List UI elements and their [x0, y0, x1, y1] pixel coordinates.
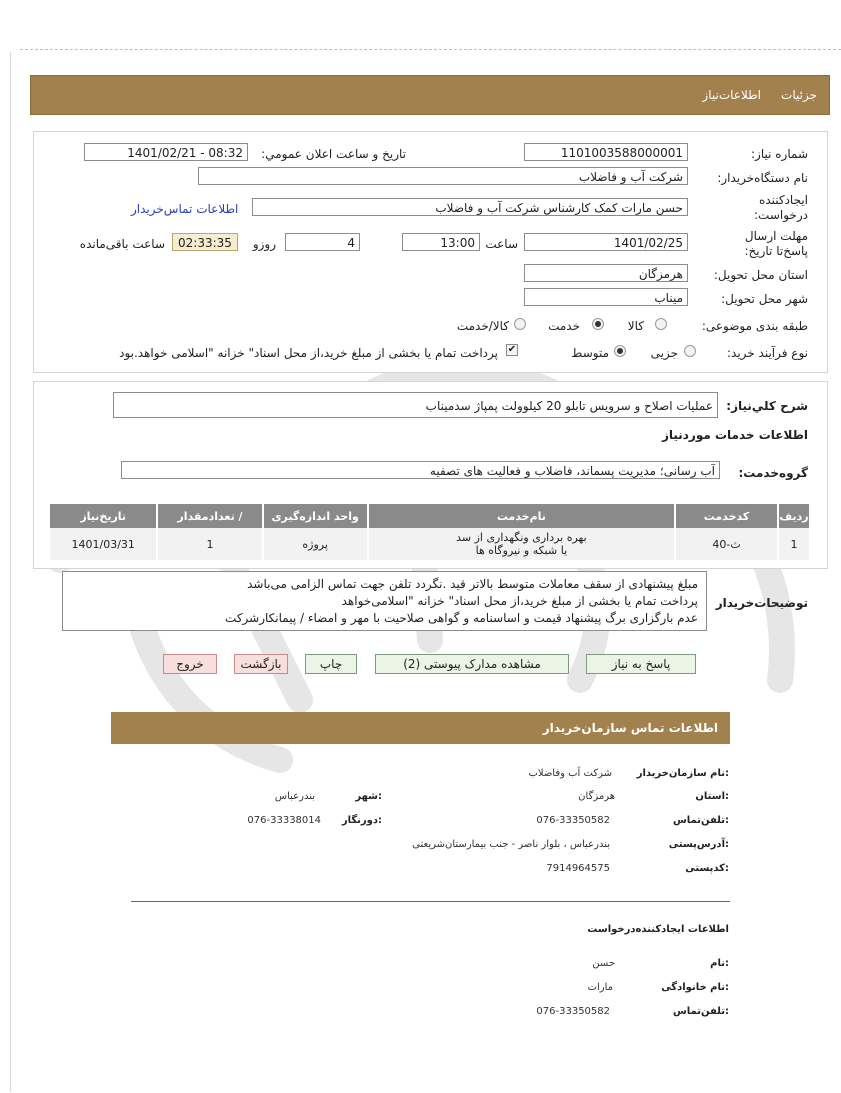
- back-button[interactable]: بازگشت: [234, 654, 288, 674]
- need-title-label: شرح کلي‌نیاز:: [726, 399, 808, 413]
- contact-city-value: بندرعباس: [274, 791, 315, 802]
- remaining-timer: 02:33:35: [172, 233, 238, 251]
- buyer-notes-label: توضیحات‌خریدار: [715, 596, 808, 610]
- reply-button[interactable]: پاسخ به نیاز: [586, 654, 696, 674]
- process-option-minor: جزیی: [650, 346, 678, 360]
- creator-label: ایجادکننده درخواست:: [754, 193, 808, 222]
- top-divider: [20, 49, 841, 50]
- contact-address-value: بندرعباس ، بلوار ناصر - جنب بیمارستان‌شریعتی: [412, 839, 610, 850]
- exit-button[interactable]: خروج: [163, 654, 217, 674]
- page-header-bar: [30, 75, 830, 115]
- need-title-field: عملیات اصلاح و سرویس تابلو 20 کیلوولت پمپاژ سدمیناب: [113, 392, 718, 418]
- process-radio-medium[interactable]: [614, 345, 626, 357]
- cell-date: 1401/03/31: [50, 528, 157, 560]
- org-value: شرکت آب وفاضلاب: [528, 768, 612, 779]
- creator-phone-value: 076-33350582: [536, 1006, 610, 1017]
- tab-need-info[interactable]: اطلاعات‌نیاز: [702, 88, 761, 102]
- days-field: 4: [285, 233, 360, 251]
- category-option-goods: کالا: [627, 319, 644, 333]
- left-border-line: [10, 52, 11, 1092]
- payment-note: پرداخت تمام یا بخشی از مبلغ خرید،از محل اسناد" خزانه "اسلامی خواهد.بود: [119, 346, 498, 360]
- creator-family-value: مارات: [587, 982, 613, 993]
- payment-checkbox[interactable]: ✔: [507, 344, 517, 355]
- cell-name-line2: یا شبکه و نیروگاه ها: [475, 544, 568, 557]
- services-table: [50, 504, 811, 560]
- contact-phone-label: تلفن‌تماس:: [672, 815, 729, 826]
- col-code: کدخدمت: [675, 504, 778, 528]
- province-field: هرمزگان: [524, 264, 688, 282]
- print-button[interactable]: چاپ: [305, 654, 357, 674]
- service-group-field: آب رسانی؛ مدیریت پسماند، فاضلاب و فعالیت های تصفیه: [121, 461, 720, 479]
- contact-postal-value: 7914964575: [546, 863, 610, 874]
- category-radio-goods[interactable]: [655, 318, 667, 330]
- contact-info-bar: [111, 712, 730, 744]
- city-field: میناب: [524, 288, 688, 306]
- time-label: ساعت: [485, 237, 518, 251]
- buyer-notes-box: [62, 571, 707, 631]
- contact-province-label: استان:: [695, 791, 729, 802]
- view-attachments-button[interactable]: مشاهده مدارک پیوستی (2): [375, 654, 569, 674]
- category-radio-both[interactable]: [514, 318, 526, 330]
- contact-postal-label: کدپستی:: [685, 863, 729, 874]
- contact-fax-label: دورنگار:: [341, 815, 382, 826]
- category-radio-service[interactable]: [592, 318, 604, 330]
- col-qty: / تعدادمقدار: [157, 504, 262, 528]
- contact-info-title: اطلاعات تماس سازمان‌خریدار: [542, 721, 718, 735]
- buyer-org-field: شرکت آب و فاضلاب: [198, 167, 688, 185]
- tab-details[interactable]: جزئيات: [781, 88, 817, 102]
- deadline-label: مهلت ارسال پاسخ‌تا تاریخ:: [744, 229, 808, 258]
- cell-name: [368, 528, 675, 560]
- deadline-date-field: 1401/02/25: [524, 233, 688, 251]
- creator-name-value: حسن: [592, 958, 615, 969]
- contact-phone-value: 076-33350582: [536, 815, 610, 826]
- deadline-time-field: 13:00: [402, 233, 480, 251]
- days-label: روزو: [252, 237, 276, 251]
- contact-province-value: هرمزگان: [578, 791, 615, 802]
- remaining-label: ساعت باقی‌مانده: [79, 237, 165, 251]
- announce-date-field: 1401/02/21 - 08:32: [84, 143, 248, 161]
- org-label: نام سازمان‌خریدار:: [636, 768, 729, 779]
- category-label: طبقه بندی موضوعی:: [701, 319, 808, 333]
- contact-fax-value: 076-33338014: [247, 815, 321, 826]
- city-label: شهر محل تحویل:: [721, 292, 808, 306]
- cell-name-line1: بهره برداری ونگهداری از سد: [456, 531, 587, 544]
- creator-family-label: نام خانوادگی:: [661, 982, 729, 993]
- buyer-note-line: پرداخت تمام یا بخشی از مبلغ خرید،از محل اسناد" خزانه "اسلامی‌خواهد: [341, 594, 698, 608]
- cell-unit: پروژه: [263, 528, 368, 560]
- buyer-contact-link[interactable]: اطلاعات تماس‌خریدار: [131, 202, 239, 216]
- table-row: [50, 528, 810, 560]
- creator-phone-label: تلفن‌تماس:: [672, 1006, 729, 1017]
- need-number-label: شماره نیاز:: [751, 147, 808, 161]
- cell-qty: 1: [157, 528, 262, 560]
- buyer-note-line: عدم بارگزاری برگ پیشنهاد قیمت و اساسنامه و گواهی صلاحیت با مهر و امضاء / پیمانکارشرکت: [225, 611, 698, 625]
- announce-label: تاریخ و ساعت اعلان عمومي:: [261, 147, 406, 161]
- section-divider: [131, 901, 730, 902]
- cell-row: 1: [778, 528, 810, 560]
- service-group-label: گروه‌خدمت:: [738, 466, 808, 480]
- need-number-field: 1101003588000001: [524, 143, 688, 161]
- services-heading: اطلاعات خدمات موردنیاز: [661, 428, 808, 442]
- col-unit: واحد اندازه‌گیری: [263, 504, 368, 528]
- process-radio-minor[interactable]: [684, 345, 696, 357]
- creator-info-heading: اطلاعات ایجادکننده‌درخواست: [587, 924, 729, 935]
- col-date: تاریخ‌نیاز: [50, 504, 157, 528]
- col-name: نام‌خدمت: [368, 504, 675, 528]
- buyer-org-label: نام دستگاه‌خریدار:: [717, 171, 808, 185]
- province-label: استان محل تحویل:: [713, 268, 808, 282]
- buyer-note-line: مبلغ پیشنهادی از سقف معاملات متوسط بالاتر قید .نگردد تلفن جهت تماس الزامی می‌باشد: [247, 577, 698, 591]
- process-option-medium: متوسط: [571, 346, 609, 360]
- creator-name-label: نام:: [710, 958, 729, 969]
- contact-address-label: آدرس‌پستی:: [668, 839, 729, 850]
- process-label: نوع فرآیند خرید:: [727, 346, 808, 360]
- col-row: ردیف: [778, 504, 810, 528]
- contact-city-label: شهر:: [355, 791, 382, 802]
- cell-code: ث-40: [675, 528, 778, 560]
- category-option-service: خدمت: [548, 319, 580, 333]
- category-option-both: کالا/خدمت: [456, 319, 509, 333]
- creator-field: حسن مارات کمک کارشناس شرکت آب و فاضلاب: [252, 198, 688, 216]
